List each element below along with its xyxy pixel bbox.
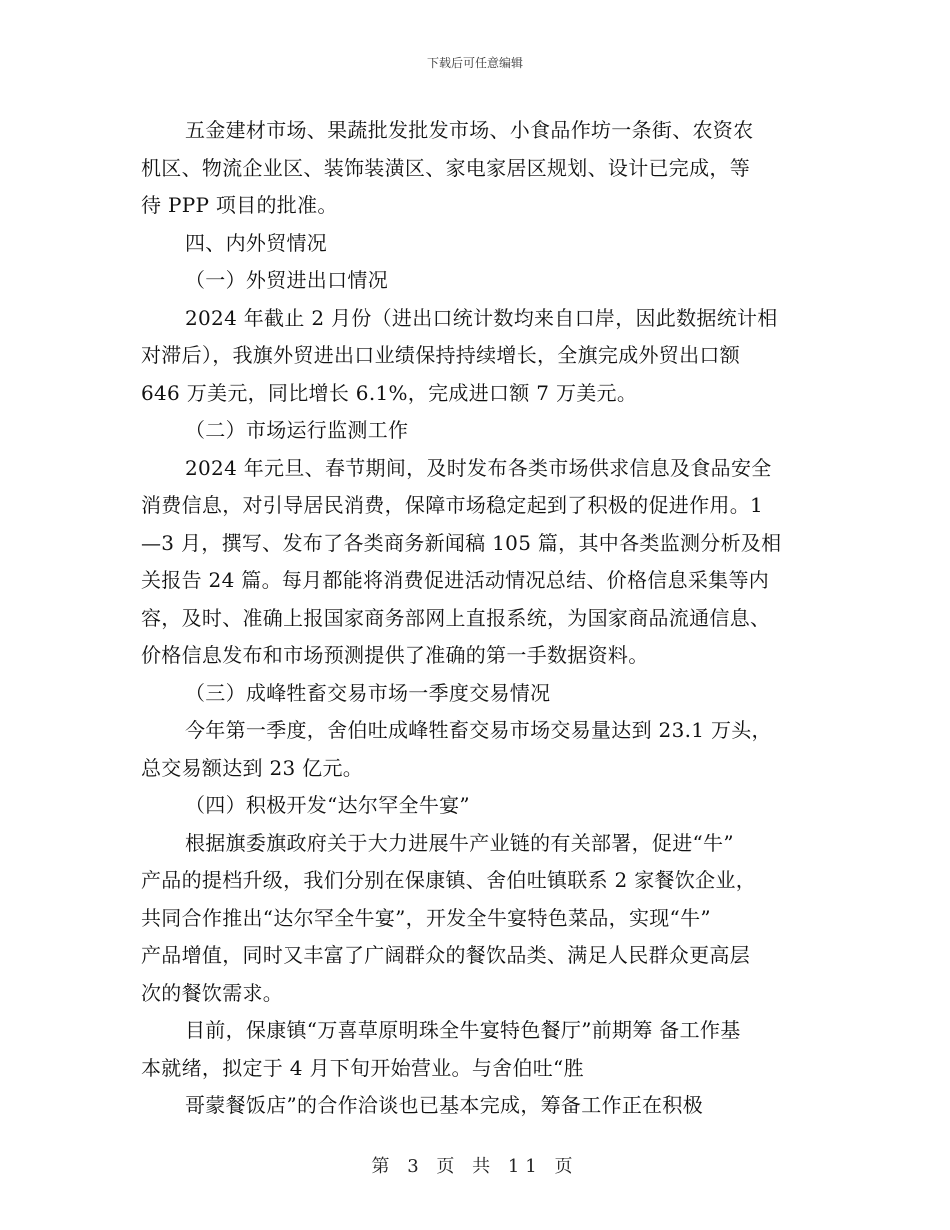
- page-footer: 第 3 页 共 11 页: [371, 1156, 579, 1177]
- text-line: 机区、物流企业区、装饰装潢区、家电家居区规划、设计已完成，等: [141, 155, 750, 180]
- text-line: 消费信息，对引导居民消费，保障市场稳定起到了积极的促进作用。1: [141, 493, 764, 517]
- text-line: 共同合作推出“达尔罕全牛宴”，开发全牛宴特色菜品，实现“牛”: [141, 905, 711, 930]
- text-line: （四）积极开发“达尔罕全牛宴”: [185, 793, 470, 817]
- text-line: 2024 年元旦、春节期间，及时发布各类市场供求信息及食品安全: [185, 455, 772, 480]
- text-line: （二）市场运行监测工作: [185, 418, 409, 442]
- text-line: （三）成峰牲畜交易市场一季度交易情况: [185, 680, 551, 705]
- text-line: 价格信息发布和市场预测提供了准确的第一手数据资料。: [141, 643, 649, 667]
- text-line: 五金建材市场、果蔬批发批发市场、小食品作坊一条街、农资农: [185, 118, 754, 142]
- text-line: 根据旗委旗政府关于大力进展牛产业链的有关部署，促进“牛”: [185, 830, 734, 855]
- text-line: 四、内外贸情况: [185, 230, 328, 255]
- text-line: 今年第一季度，舍伯吐成峰牲畜交易市场交易量达到 23.1 万头，: [185, 718, 772, 742]
- text-line: 待 PPP 项目的批准。: [141, 193, 338, 217]
- text-line: 次的餐饮需求。: [141, 980, 284, 1005]
- text-line: 2024 年截止 2 月份（进出口统计数均来自口岸，因此数据统计相: [185, 305, 778, 330]
- text-line: 本就绪，拟定于 4 月下旬开始营业。与舍伯吐“胜: [141, 1055, 584, 1080]
- text-line: 关报告 24 篇。每月都能将消费促进活动情况总结、价格信息采集等内: [141, 568, 770, 592]
- text-line: 对滞后），我旗外贸进出口业绩保持持续增长，全旗完成外贸出口额: [141, 343, 740, 367]
- page-header: 下载后可任意编辑: [426, 56, 523, 70]
- document-body: [141, 112, 811, 1125]
- text-line: 646 万美元，同比增长 6.1%，完成进口额 7 万美元。: [141, 380, 638, 405]
- text-line: 产品的提档升级，我们分别在保康镇、舍伯吐镇联系 2 家餐饮企业，: [141, 868, 757, 892]
- text-line: 目前，保康镇“万喜草原明珠全牛宴特色餐厅”前期筹 备工作基: [185, 1018, 741, 1042]
- text-line: 容，及时、准确上报国家商务部网上直报系统，为国家商品流通信息、: [141, 605, 771, 630]
- text-line: 产品增值，同时又丰富了广阔群众的餐饮品类、满足人民群众更高层: [141, 943, 750, 967]
- text-line: （一）外贸进出口情况: [185, 268, 388, 292]
- text-line: —3 月，撰写、发布了各类商务新闻稿 105 篇，其中各类监测分析及相: [141, 530, 782, 555]
- text-line: 总交易额达到 23 亿元。: [141, 755, 364, 780]
- text-line: 哥蒙餐饭店”的合作洽谈也已基本完成，筹备工作正在积极: [185, 1093, 704, 1117]
